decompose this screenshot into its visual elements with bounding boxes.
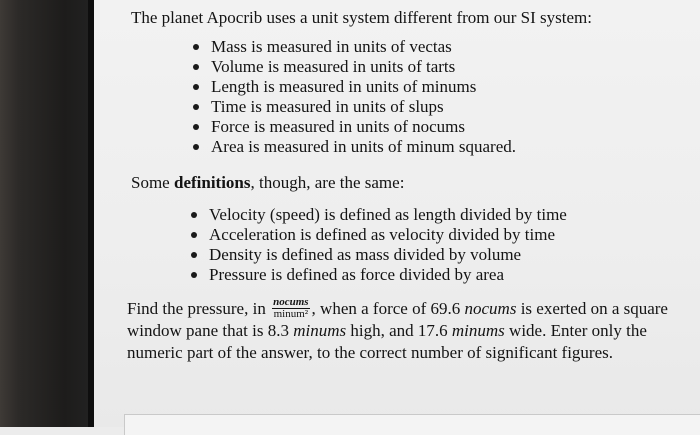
intro-text: The planet Apocrib uses a unit system different from our SI system: <box>131 8 592 27</box>
question-line-1: Find the pressure, in $\frac{\text{nocums}}{\text{minum²}}$ , when a force of 69.6 nocums is exerted on a square <box>127 295 668 320</box>
answer-input[interactable] <box>124 414 700 435</box>
question-text <box>127 296 668 366</box>
definitions-keyword: definitions <box>173 173 251 192</box>
list-item: Area is measured in units of minum squared. <box>193 137 516 157</box>
list-item: Acceleration is defined as velocity divided by time <box>191 225 567 245</box>
pressure-unit-fraction: $\frac{\text{nocums}}{\text{minum²}}$ <box>273 295 309 320</box>
question-line-3: numeric part of the answer, to the correct number of significant figures. <box>127 343 614 362</box>
device-bezel <box>0 0 92 427</box>
list-item: Velocity (speed) is defined as length divided by time <box>191 205 567 225</box>
list-item: Length is measured in units of minums <box>193 77 516 97</box>
question-line-2: window pane that is 8.3 minums high, and 17.6 minums wide. Enter only the <box>127 321 647 340</box>
definitions-list <box>191 205 567 285</box>
list-item: Time is measured in units of slups <box>193 97 516 117</box>
list-item: Density is defined as mass divided by volume <box>191 245 567 265</box>
list-item: Mass is measured in units of vectas <box>193 37 516 57</box>
definitions-intro: Some definitions, though, are the same: <box>131 173 405 192</box>
list-item: Force is measured in units of nocums <box>193 117 516 137</box>
units-list <box>193 37 516 157</box>
list-item: Pressure is defined as force divided by area <box>191 265 567 285</box>
list-item: Volume is measured in units of tarts <box>193 57 516 77</box>
